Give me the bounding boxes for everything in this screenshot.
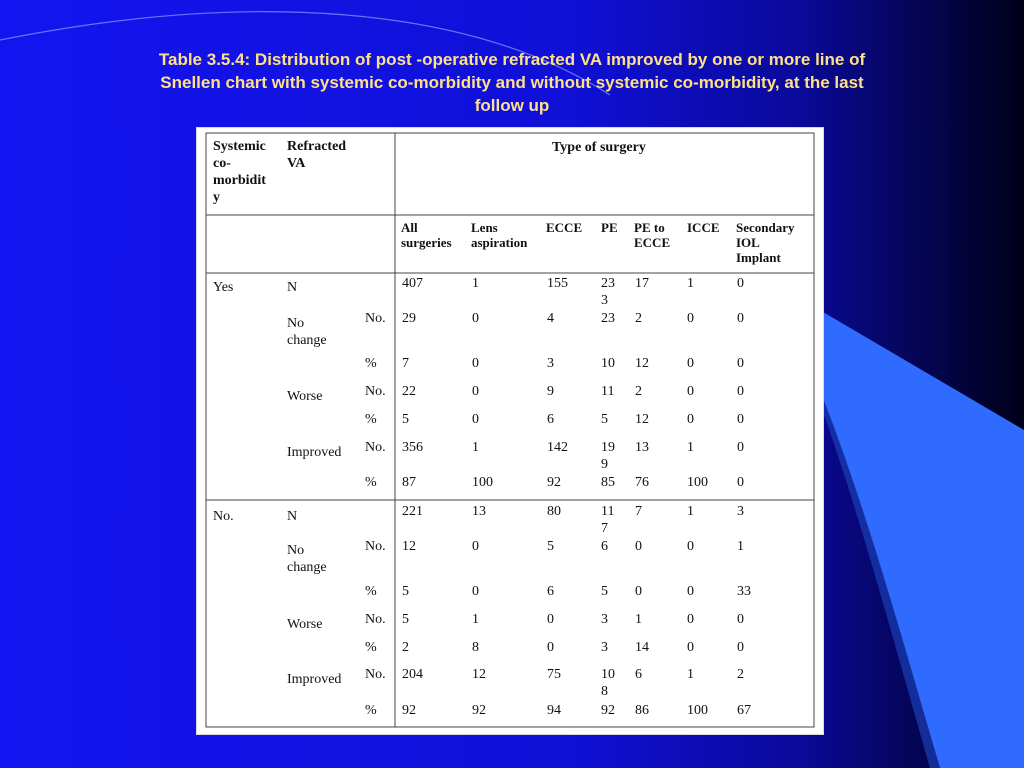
table-cell: 0 [472, 584, 479, 599]
table-cell: 0 [687, 584, 694, 599]
table-cell: 0 [547, 612, 554, 627]
header-text: y [213, 190, 220, 205]
table-cell: 5 [547, 539, 554, 554]
table-cell: 100 [687, 475, 708, 490]
table-cell: 5 [601, 584, 608, 599]
table-cell: 0 [547, 640, 554, 655]
va-label: Improved [287, 672, 342, 687]
table-cell: 29 [402, 311, 416, 326]
header-text: Systemic [213, 139, 266, 154]
table-cell: 10 [601, 356, 615, 371]
unit-label: % [365, 412, 377, 427]
table-cell: 0 [737, 612, 744, 627]
table-cell: 1 [472, 276, 479, 291]
table-cell: 92 [402, 703, 416, 718]
table-cell: 3 [547, 356, 554, 371]
unit-label: % [365, 703, 377, 718]
table-cell: 76 [635, 475, 649, 490]
table-cell: 407 [402, 276, 423, 291]
va-label-line: No [287, 543, 305, 558]
table-cell: 92 [601, 703, 615, 718]
table-cell: 0 [472, 539, 479, 554]
unit-label: % [365, 584, 377, 599]
unit-label: No. [365, 384, 386, 399]
table-cell: 8 [472, 640, 479, 655]
table-cell: 0 [687, 539, 694, 554]
unit-label: % [365, 356, 377, 371]
cell-line: 11 [601, 504, 615, 519]
header-text: All [401, 220, 418, 235]
table-cell: 2 [635, 311, 642, 326]
table-cell: 2 [737, 667, 744, 682]
table-cell: 0 [737, 384, 744, 399]
table-cell: 1 [687, 276, 694, 291]
table-cell: 14 [635, 640, 649, 655]
table-cell: 5 [402, 412, 409, 427]
table-cell: 0 [737, 475, 744, 490]
table-cell: 204 [402, 667, 423, 682]
table-cell-wrapped [601, 666, 615, 700]
table-cell: 0 [635, 539, 642, 554]
table-cell: 5 [402, 612, 409, 627]
decorative-blue-shape [823, 312, 1024, 768]
table-cell-wrapped [601, 275, 615, 309]
table-cell: 1 [472, 612, 479, 627]
header-text: ECCE [546, 220, 583, 235]
va-label-line: No [287, 316, 305, 331]
table-cell: 221 [402, 504, 423, 519]
cell-line: 19 [601, 440, 615, 455]
table-cell: 100 [472, 475, 493, 490]
va-label: N [287, 509, 298, 524]
table-cell: 1 [687, 440, 694, 455]
table-cell-wrapped [601, 439, 615, 473]
table-cell: 12 [635, 412, 649, 427]
table-cell: 0 [472, 356, 479, 371]
table-cell: 12 [402, 539, 416, 554]
header-text: PE [601, 220, 618, 235]
col-header-lens-aspiration [471, 220, 527, 250]
table-cell: 0 [472, 384, 479, 399]
va-label [287, 315, 327, 349]
table-cell: 80 [547, 504, 561, 519]
col-header-pe-to-ecce [634, 220, 670, 250]
cell-line: 7 [601, 521, 608, 536]
col-header-all-surgeries [401, 220, 452, 250]
cell-line: 9 [601, 457, 608, 472]
table-cell: 142 [547, 440, 568, 455]
table-cell: 0 [687, 612, 694, 627]
table-cell: 92 [472, 703, 486, 718]
table-cell: 0 [687, 412, 694, 427]
table-cell: 86 [635, 703, 649, 718]
table-cell: 0 [687, 356, 694, 371]
title-line: Table 3.5.4: Distribution of post -operative refracted VA improved by one or more line of [158, 50, 866, 69]
table-cell: 67 [737, 703, 751, 718]
table-cell: 9 [547, 384, 554, 399]
cell-line: 10 [601, 667, 615, 682]
title-line: Snellen chart with systemic co-morbidity and without systemic co-morbidity, at the last [160, 73, 864, 92]
table-cell: 0 [687, 384, 694, 399]
table-cell: 0 [737, 440, 744, 455]
table-cell: 3 [601, 612, 608, 627]
unit-label: % [365, 640, 377, 655]
table-cell: 6 [635, 667, 642, 682]
va-label-line: change [287, 333, 327, 348]
table-cell: 0 [635, 584, 642, 599]
unit-label: No. [365, 667, 386, 682]
table-cell: 85 [601, 475, 615, 490]
va-label [287, 542, 327, 576]
va-label: Worse [287, 389, 323, 404]
header-text: IOL [736, 235, 760, 250]
va-label: Worse [287, 617, 323, 632]
va-label: N [287, 280, 298, 295]
unit-label: % [365, 475, 377, 490]
table-cell: 92 [547, 475, 561, 490]
table-cell: 87 [402, 475, 416, 490]
header-text: Implant [736, 250, 781, 265]
data-table [197, 128, 823, 734]
col-header-icce [687, 220, 720, 235]
table-cell: 7 [635, 504, 642, 519]
table-cell: 1 [472, 440, 479, 455]
table-cell: 1 [687, 504, 694, 519]
table-grid [197, 128, 823, 734]
unit-label: No. [365, 440, 386, 455]
slide-title [40, 48, 984, 117]
table-cell: 356 [402, 440, 423, 455]
table-cell: 11 [601, 384, 615, 399]
table-cell: 0 [472, 311, 479, 326]
table-cell: 75 [547, 667, 561, 682]
table-cell: 22 [402, 384, 416, 399]
table-cell: 3 [737, 504, 744, 519]
table-cell: 1 [635, 612, 642, 627]
header-text: co- [213, 156, 231, 171]
header-text: ECCE [634, 235, 671, 250]
table-cell: 33 [737, 584, 751, 599]
va-label-line: change [287, 560, 327, 575]
header-text: surgeries [401, 235, 452, 250]
group-label-no: No. [213, 509, 234, 524]
table-cell: 94 [547, 703, 561, 718]
table-cell: 23 [601, 311, 615, 326]
table-cell: 1 [737, 539, 744, 554]
cell-line: 8 [601, 684, 608, 699]
table-cell: 3 [601, 640, 608, 655]
header-text: aspiration [471, 235, 528, 250]
table-cell: 0 [472, 412, 479, 427]
header-text: VA [287, 156, 306, 171]
table-cell: 0 [687, 640, 694, 655]
header-refracted-va [287, 138, 346, 172]
table-cell: 13 [472, 504, 486, 519]
group-label-yes: Yes [213, 280, 234, 295]
table-cell: 5 [601, 412, 608, 427]
table-cell: 1 [687, 667, 694, 682]
table-cell: 0 [737, 356, 744, 371]
cell-line: 23 [601, 276, 615, 291]
table-cell: 6 [601, 539, 608, 554]
table-cell: 155 [547, 276, 568, 291]
col-header-ecce [546, 220, 582, 235]
table-cell: 0 [737, 276, 744, 291]
header-text: Secondary [736, 220, 795, 235]
header-text: ICCE [687, 220, 720, 235]
table-cell: 4 [547, 311, 554, 326]
col-header-pe [601, 220, 618, 235]
table-cell: 2 [635, 384, 642, 399]
table-cell: 2 [402, 640, 409, 655]
table-cell: 6 [547, 584, 554, 599]
table-cell: 0 [737, 412, 744, 427]
table-cell: 100 [687, 703, 708, 718]
header-type-of-surgery: Type of surgery [552, 140, 646, 155]
table-cell: 0 [737, 640, 744, 655]
unit-label: No. [365, 612, 386, 627]
unit-label: No. [365, 539, 386, 554]
title-line: follow up [474, 96, 550, 115]
header-text: morbidit [213, 173, 266, 188]
table-cell: 12 [635, 356, 649, 371]
va-label: Improved [287, 445, 342, 460]
header-text: Refracted [287, 139, 347, 154]
header-text: Lens [471, 220, 498, 235]
table-cell: 0 [737, 311, 744, 326]
table-cell: 12 [472, 667, 486, 682]
table-cell: 7 [402, 356, 409, 371]
table-cell: 0 [687, 311, 694, 326]
unit-label: No. [365, 311, 386, 326]
table-cell: 17 [635, 276, 649, 291]
table-cell: 5 [402, 584, 409, 599]
header-text: PE to [634, 220, 665, 235]
col-header-secondary-iol-implant [736, 220, 795, 265]
table-cell: 13 [635, 440, 649, 455]
cell-line: 3 [601, 293, 608, 308]
table-cell-wrapped [601, 503, 614, 537]
header-systemic [213, 138, 266, 206]
table-cell: 6 [547, 412, 554, 427]
